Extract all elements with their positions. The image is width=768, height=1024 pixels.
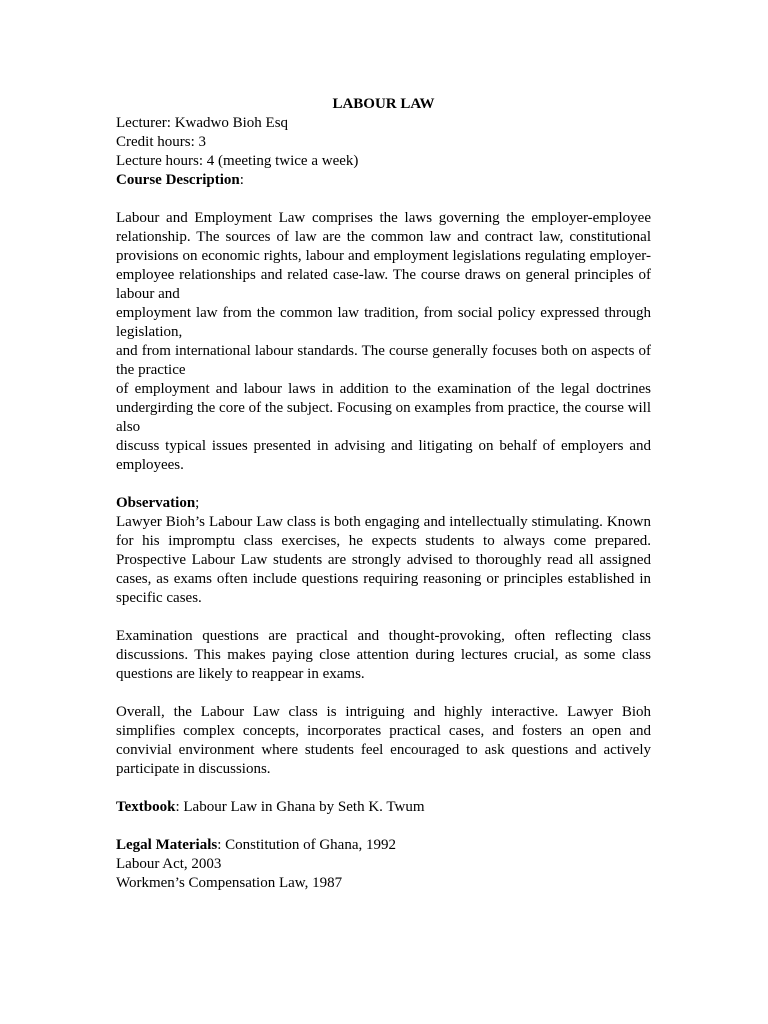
legal-material-item: Labour Act, 2003: [116, 856, 222, 872]
document-page: [116, 95, 651, 893]
course-description-line-2: employment law from the common law tradition, from social policy expressed through legislation,: [116, 305, 651, 340]
course-description-line-5: discuss typical issues presented in advising and litigating on behalf of employers and employees.: [116, 438, 651, 473]
legal-material-item: Workmen’s Compensation Law, 1987: [116, 875, 343, 891]
textbook-line: [116, 798, 651, 817]
textbook-value: : Labour Law in Ghana by Seth K. Twum: [175, 799, 425, 815]
document-title: LABOUR LAW: [332, 96, 435, 112]
course-description-line-4: of employment and labour laws in addition to the examination of the legal doctrines undergirding the core of the subject. Focusing on examples from practice, the course will also: [116, 381, 651, 435]
course-description-heading: [116, 171, 651, 190]
course-description-line-1: Labour and Employment Law comprises the laws governing the employer-employee relationship. The sources of law are the common law and contract law, constitutional provisions on economic rights, labour and employment legislations regulating employer-employee relationships and related case-law. The course draws on general principles of labour and: [116, 210, 651, 302]
spacer: [116, 817, 651, 836]
credit-hours-line: Credit hours: 3: [116, 134, 206, 150]
observation-suffix: ;: [195, 495, 200, 511]
observation-heading: [116, 494, 651, 513]
lecture-hours-line: Lecture hours: 4 (meeting twice a week): [116, 153, 359, 169]
course-description-line-3: and from international labour standards. The course generally focuses both on aspects of the practice: [116, 343, 651, 378]
course-description-label: Course Description: [116, 172, 240, 188]
spacer: [116, 608, 651, 627]
textbook-label: Textbook: [116, 799, 176, 815]
spacer: [116, 190, 651, 209]
spacer: [116, 684, 651, 703]
legal-materials-line: [116, 836, 651, 855]
legal-materials-label: Legal Materials: [116, 837, 218, 853]
legal-materials-value: : Constitution of Ghana, 1992: [217, 837, 396, 853]
spacer: [116, 475, 651, 494]
observation-paragraph-1: Lawyer Bioh’s Labour Law class is both engaging and intellectually stimulating. Known for his impromptu class exercises, he expects students to always come prepared. Prospective Labour Law students are strongly advised to thoroughly read all assigned cases, as exams often include questions requiring reasoning or principles established in specific cases.: [116, 514, 651, 606]
lecturer-line: Lecturer: Kwadwo Bioh Esq: [116, 115, 289, 131]
course-description-suffix: :: [239, 172, 244, 188]
observation-label: Observation: [116, 495, 196, 511]
observation-paragraph-2: Examination questions are practical and thought-provoking, often reflecting class discussions. This makes paying close attention during lectures crucial, as some class questions are likely to reappear in exams.: [116, 628, 651, 682]
spacer: [116, 779, 651, 798]
observation-paragraph-3: Overall, the Labour Law class is intriguing and highly interactive. Lawyer Bioh simplifies complex concepts, incorporates practical cases, and fosters an open and convivial environment where students feel encouraged to ask questions and actively participate in discussions.: [116, 704, 651, 777]
